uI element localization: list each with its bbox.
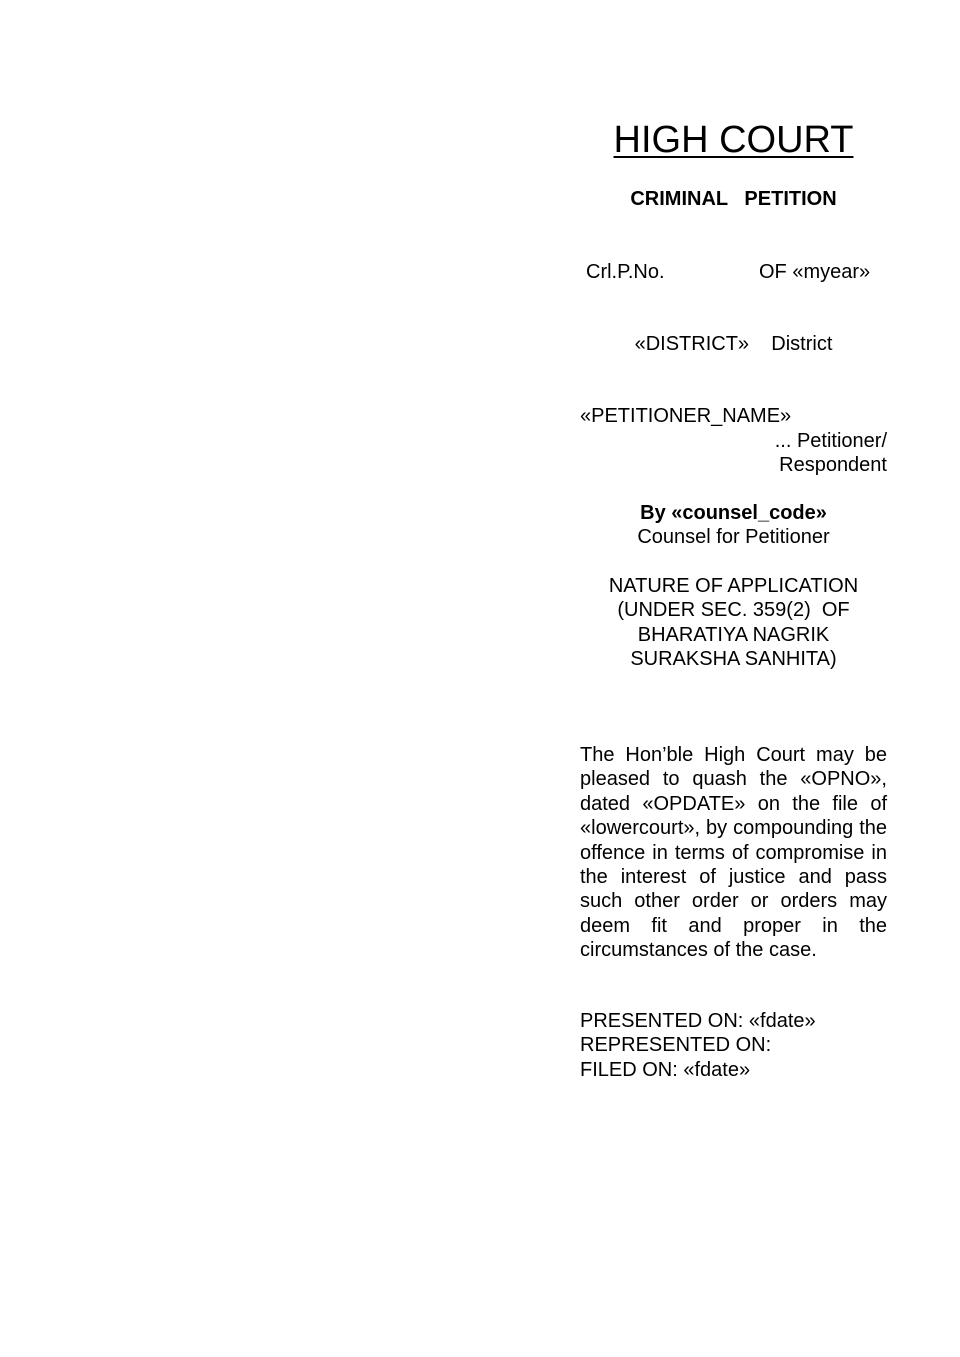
represented-on: REPRESENTED ON: — [580, 1034, 772, 1057]
nature-line: NATURE OF APPLICATION — [608, 575, 859, 597]
counsel-block — [580, 501, 887, 550]
document-title: HIGH COURT — [613, 119, 854, 161]
counsel-code: By «counsel_code» — [640, 502, 827, 524]
petitioner-role-line-2: Respondent — [779, 454, 887, 477]
nature-line: BHARATIYA NAGRIK — [637, 623, 830, 646]
district-line — [580, 332, 887, 356]
petitioner-role — [775, 429, 887, 478]
presented-on: PRESENTED ON: «fdate» — [580, 1010, 816, 1032]
petitioner-name: «PETITIONER_NAME» — [580, 405, 792, 427]
filed-on: FILED ON: «fdate» — [580, 1058, 751, 1081]
prayer-paragraph: The Hon’ble High Court may be pleased to quash the «OPNO», dated «OPDATE» on the file of «lowercourt», by compounding the offence in terms of compromise in the interest of justice and pass such other order or orders may deem fit and proper in the circumstances of the case. — [580, 744, 887, 962]
petition-type-heading: CRIMINAL PETITION — [630, 188, 837, 210]
district-text: «DISTRICT» District — [634, 333, 833, 355]
case-year-label: OF «myear» — [759, 261, 871, 283]
counsel-role: Counsel for Petitioner — [637, 526, 830, 549]
nature-line: SURAKSHA SANHITA) — [630, 648, 837, 671]
nature-of-application — [580, 574, 887, 672]
filing-dates — [580, 1009, 816, 1082]
nature-line: (UNDER SEC. 359(2) OF — [617, 599, 850, 622]
case-number-label: Crl.P.No. — [586, 261, 665, 283]
petitioner-role-line-1: ... Petitioner/ — [774, 430, 887, 452]
